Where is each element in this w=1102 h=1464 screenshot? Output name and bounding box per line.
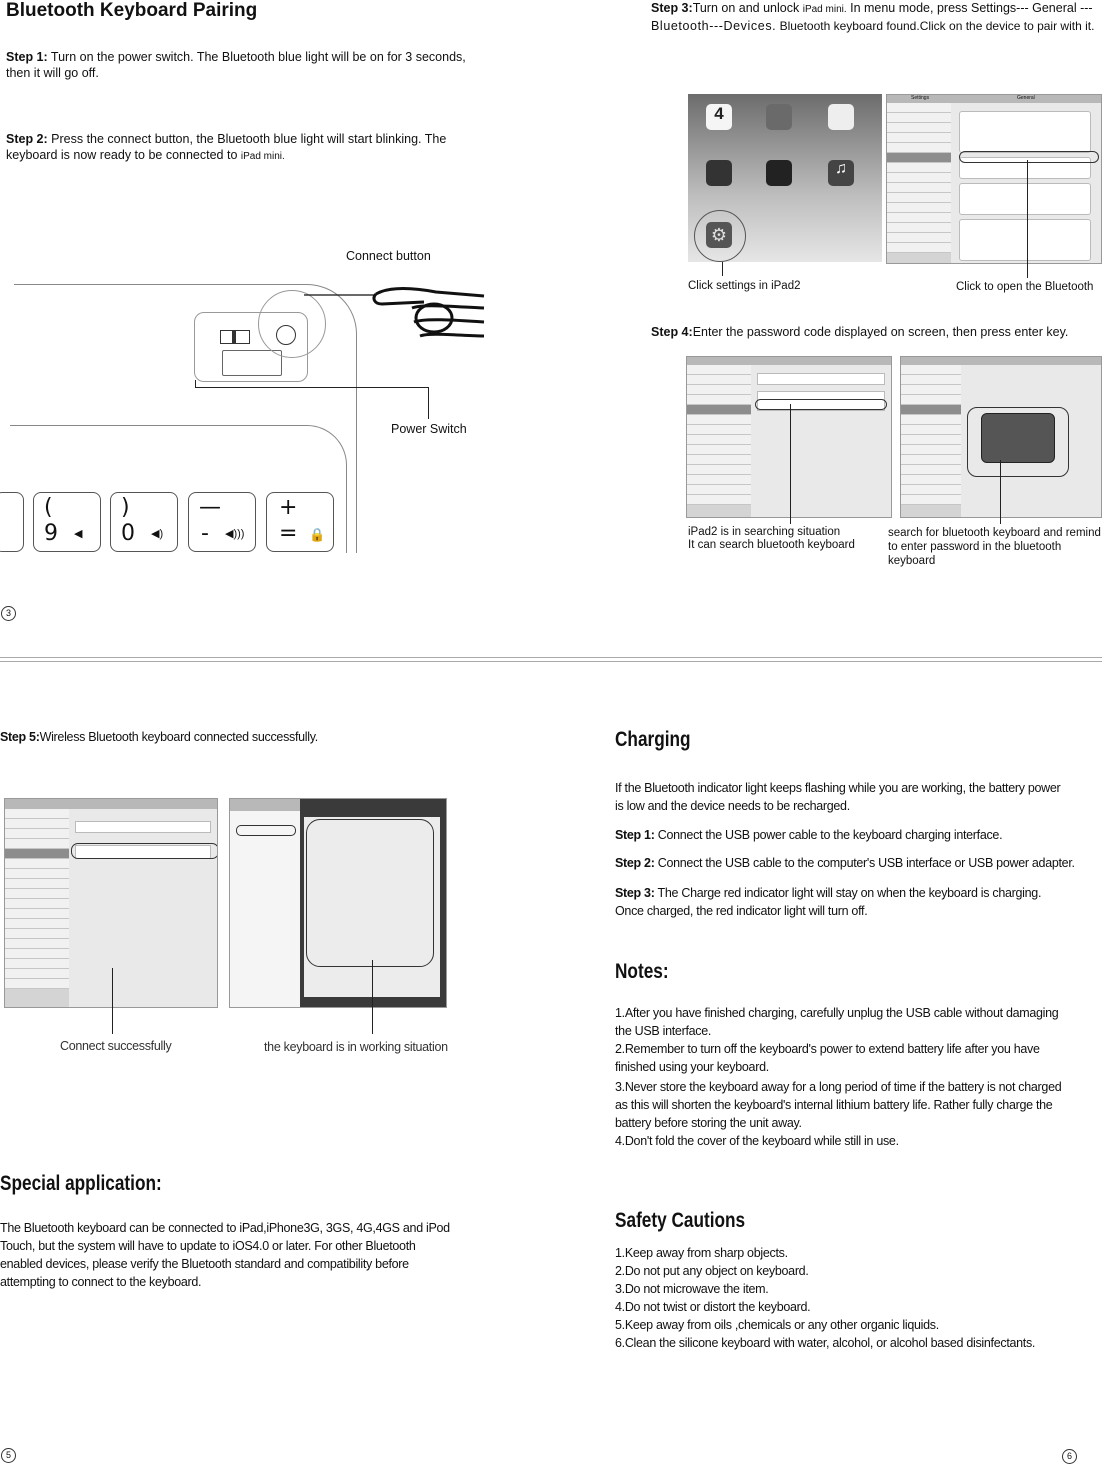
page-number: 6	[1062, 1449, 1077, 1464]
contacts-icon	[766, 104, 792, 130]
lock-icon: 🔒	[309, 527, 326, 542]
youtube-icon	[766, 160, 792, 186]
step-5: Step 5:Wireless Bluetooth keyboard connected successfully.	[0, 730, 318, 744]
safety-title: Safety Cautions	[615, 1209, 746, 1232]
keyboard-row-highlight	[755, 399, 887, 410]
switch-slot	[222, 350, 282, 376]
charging-step-3: Step 3: The Charge red indicator light will stay on when the keyboard is charging. Once charged, the red indicator light will turn off.	[615, 886, 1042, 918]
ipad-password-prompt-screenshot	[900, 356, 1102, 518]
keyboard-key: ) 0 ◀)	[110, 492, 178, 552]
video-icon	[706, 160, 732, 186]
page-number: 5	[1, 1448, 16, 1463]
password-dialog-highlight	[967, 407, 1069, 477]
volume-down-icon: ◀)	[151, 528, 164, 540]
special-application-text: The Bluetooth keyboard can be connected to iPad,iPhone3G, 3GS, 4G,4GS and iPod Touch, but the system will have to update to iOS4.0 or later. For other Bluetooth enabled devices, please verify the Bluetooth standard and compatibility before attempting to connect to the keyboard.	[0, 1221, 450, 1289]
caption-password: search for bluetooth keyboard and remind to enter password in the bluetooth keyboard	[888, 527, 1101, 567]
page-title: Bluetooth Keyboard Pairing	[6, 0, 258, 21]
page-number: 3	[1, 606, 16, 621]
charging-step-1: Step 1: Connect the USB power cable to the keyboard charging interface.	[615, 828, 1003, 842]
caption-connected: Connect successfully	[60, 1039, 172, 1053]
caption-click-settings: Click settings in iPad2	[688, 280, 801, 292]
page-divider	[0, 657, 1102, 658]
keyboard-key: + = 🔒	[266, 492, 334, 552]
calendar-icon: 4	[706, 104, 732, 130]
notes-title: Notes:	[615, 960, 669, 983]
note-item-highlight	[236, 825, 296, 836]
notes-area-highlight	[306, 819, 434, 967]
ipad-settings-general-screenshot: Settings General	[886, 94, 1102, 264]
safety-list: 1.Keep away from sharp objects. 2.Do not put any object on keyboard. 3.Do not microwave the item. 4.Do not twist or distort the keyboard. 5.Keep away from oils ,chemicals or any other organic liquids. 6.Clean the silicone keyboard with water, alcohol, or alcohol based disinfectants.	[615, 1246, 1036, 1350]
settings-gear-icon: ⚙	[706, 222, 732, 248]
bluetooth-row-highlight	[959, 151, 1099, 163]
keyboard-illustration	[14, 240, 494, 552]
ipad-connected-screenshot	[4, 798, 218, 1008]
volume-mute-icon: ◀	[74, 528, 83, 540]
charging-title: Charging	[615, 728, 691, 751]
connect-button-label: Connect button	[346, 249, 431, 263]
step-1: Step 1: Turn on the power switch. The Bluetooth blue light will be on for 3 seconds, then it will go off.	[6, 50, 466, 80]
ipad-notes-screenshot	[229, 798, 447, 1008]
keyboard-key-partial	[0, 492, 24, 552]
music-icon: ♫	[828, 160, 854, 186]
power-switch	[220, 330, 250, 344]
pointing-hand-icon	[304, 278, 494, 348]
caption-open-bluetooth: Click to open the Bluetooth	[956, 281, 1094, 293]
notes-list: 1.After you have finished charging, carefully unplug the USB cable without damaging the USB interface. 2.Remember to turn off the keyboard's power to extend battery life after you have finished using your keyboard. 3.Never store the keyboard away for a long period of time if the battery is not charged as this will shorten the keyboard's internal lithium battery life. Rather fully charge the battery before storing the unit away. 4.Don't fold the cover of the keyboard while still in use.	[615, 1006, 1062, 1148]
caption-searching: iPad2 is in searching situation It can search bluetooth keyboard	[688, 526, 855, 551]
step-2: Step 2: Press the connect button, the Bluetooth blue light will start blinking. The keyboard is now ready to be connected to iPad mini.	[6, 132, 447, 162]
volume-up-icon: ◀)))	[225, 528, 245, 540]
charging-intro: If the Bluetooth indicator light keeps flashing while you are working, the battery power is low and the device needs to be recharged.	[615, 781, 1061, 813]
caption-working: the keyboard is in working situation	[264, 1040, 448, 1054]
ipad-bluetooth-searching-screenshot	[686, 356, 892, 518]
special-application-title: Special application:	[0, 1172, 162, 1195]
ipad-home-screenshot	[688, 94, 882, 262]
step-4: Step 4:Enter the password code displayed on screen, then press enter key.	[651, 325, 1069, 339]
keyboard-key: — - ◀)))	[188, 492, 256, 552]
step-3: Step 3:Turn on and unlock iPad mini. In menu mode, press Settings--- General --- Bluetooth---Devices. Bluetooth keyboard found.Click on the device to pair with it.	[651, 1, 1095, 33]
page-divider	[0, 661, 1102, 662]
connected-row-highlight	[71, 843, 218, 859]
power-switch-label: Power Switch	[391, 422, 467, 436]
keyboard-key: ( 9 ◀	[33, 492, 101, 552]
notes-icon	[828, 104, 854, 130]
charging-step-2: Step 2: Connect the USB cable to the computer's USB interface or USB power adapter.	[615, 856, 1075, 870]
